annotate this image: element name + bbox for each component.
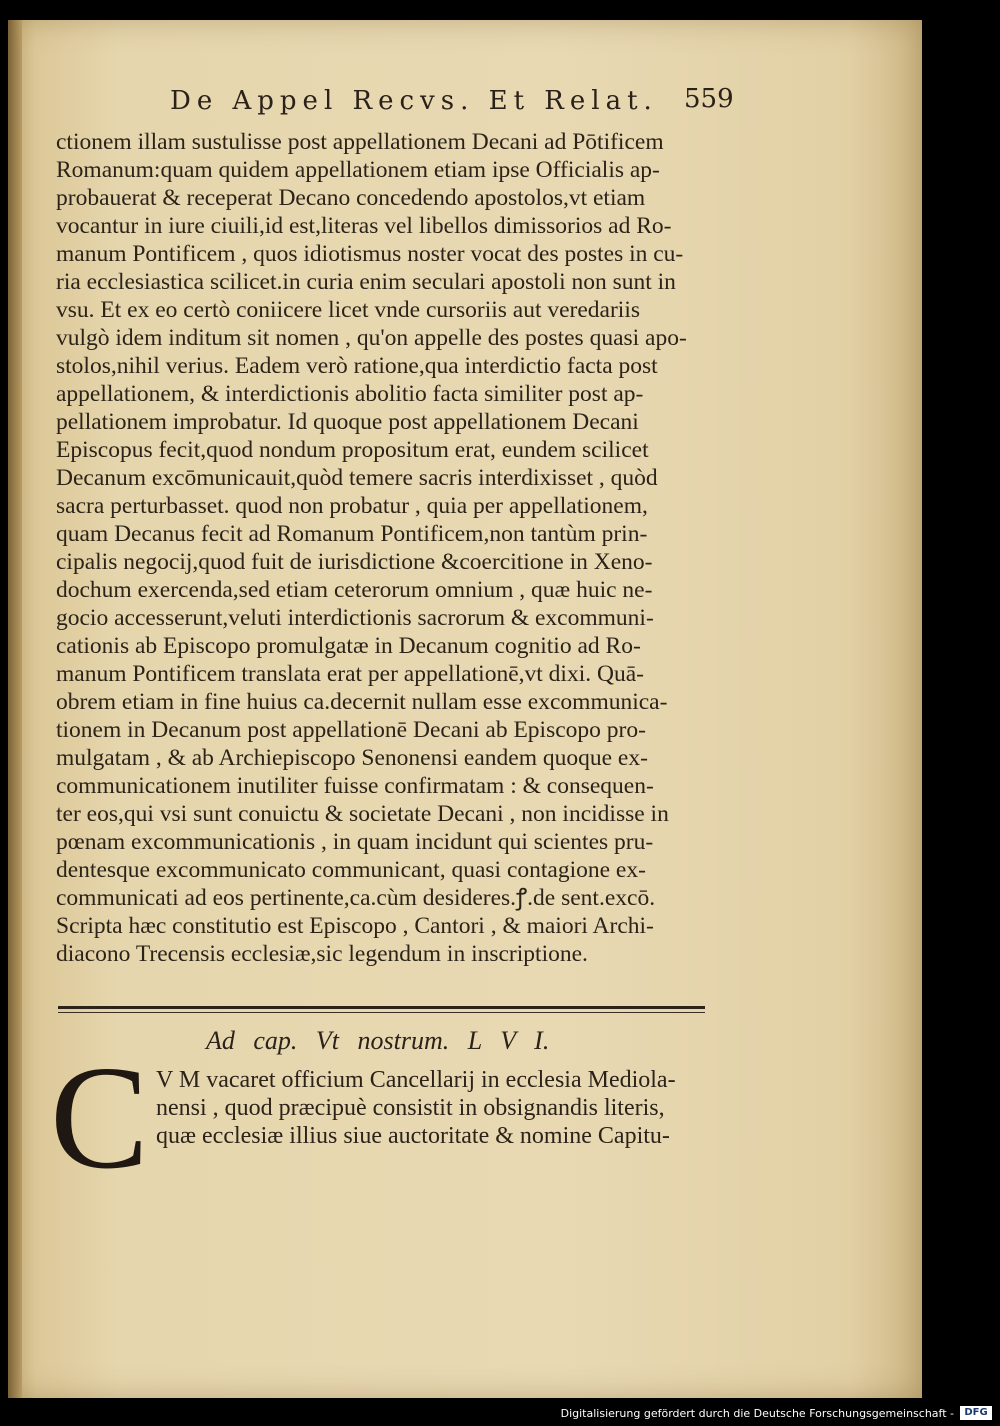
text-line: nensi , quod præcipuè consistit in obsignandis literis, [156,1095,665,1121]
text-line: tionem in Decanum post appellationē Decani ab Episcopo pro- [56,717,646,743]
text-line: ria ecclesiastica scilicet.in curia enim seculari apostoli non sunt in [56,269,676,295]
text-line: communicati ad eos pertinente,ca.cùm desideres.ꝭ.de sent.excō. [56,885,656,911]
text-line: obrem etiam in fine huius ca.decernit nullam esse excommunica- [56,689,668,715]
text-line: sacra perturbasset. quod non probatur , quia per appellationem, [56,493,648,519]
text-line: cationis ab Episcopo promulgatæ in Decanum cognitio ad Ro- [56,633,641,659]
text-line: pœnam excommunicationis , in quam incidunt qui scientes pru- [56,829,654,855]
text-line: manum Pontificem , quos idiotismus noster vocat des postes in cu- [56,241,684,267]
text-line: manum Pontificem translata erat per appellationē,vt dixi. Quā- [56,661,644,687]
text-line: vsu. Et ex eo certò coniicere licet vnde cursoriis aut veredariis [56,297,641,323]
text-line: vocantur in iure ciuili,id est,literas vel libellos dimissorios ad Ro- [56,213,672,239]
text-line: ter eos,qui vsi sunt conuictu & societate Decani , non incidisse in [56,801,669,827]
text-line: probauerat & receperat Decano concedendo apostolos,vt etiam [56,185,646,211]
text-line: mulgatam , & ab Archiepiscopo Senonensi eandem quoque ex- [56,745,648,771]
text-line: dentesque excommunicato communicant, quasi contagione ex- [56,857,646,883]
text-line: dochum exercenda,sed etiam ceterorum omnium , quæ huic ne- [56,577,653,603]
text-line: quam Decanus fecit ad Romanum Pontificem,non tantùm prin- [56,521,648,547]
text-line: V M vacaret officium Cancellarij in ecclesia Mediola- [156,1067,676,1093]
text-line: pellationem improbatur. Id quoque post appellationem Decani [56,409,639,435]
text-line: appellationem, & interdictionis abolitio facta similiter post ap- [56,381,644,407]
text-line: ctionem illam sustulisse post appellationem Decani ad Pōtificem [56,129,664,155]
text-line: stolos,nihil verius. Eadem verò ratione,qua interdictio facta post [56,353,658,379]
text-line: gocio accesserunt,veluti interdictionis sacrorum & excommuni- [56,605,654,631]
section-heading: Ad cap. Vt nostrum. L V I. [206,1026,550,1055]
page-number: 559 [684,84,734,114]
section-text [156,1066,716,1150]
section-divider-thin [58,1012,705,1013]
section-divider [58,1006,705,1009]
page-gutter [8,20,22,1398]
text-line: quæ ecclesiæ illius siue auctoritate & nomine Capitu- [156,1123,670,1149]
text-line: Decanum excōmunicauit,quòd temere sacris interdixisset , quòd [56,465,658,491]
text-line: Scripta hæc constitutio est Episcopo , Cantori , & maiori Archi- [56,913,654,939]
drop-cap-initial: C [50,1036,149,1200]
footer-credit: Digitalisierung gefördert durch die Deutsche Forschungsgemeinschaft - [560,1407,954,1420]
text-line: communicationem inutiliter fuisse confirmatam : & consequen- [56,773,654,799]
running-head: De Appel Recvs. Et Relat. [170,86,658,116]
text-line: cipalis negocij,quod fuit de iurisdictione &coercitione in Xeno- [56,549,653,575]
text-line: diacono Trecensis ecclesiæ,sic legendum in inscriptione. [56,941,588,967]
text-line: Romanum:quam quidem appellationem etiam ipse Officialis ap- [56,157,660,183]
text-line: Episcopus fecit,quod nondum propositum erat, eundem scilicet [56,437,649,463]
dfg-logo-icon: DFG [960,1406,992,1420]
text-line: vulgò idem inditum sit nomen , qu'on appelle des postes quasi apo- [56,325,687,351]
body-text [56,128,756,968]
